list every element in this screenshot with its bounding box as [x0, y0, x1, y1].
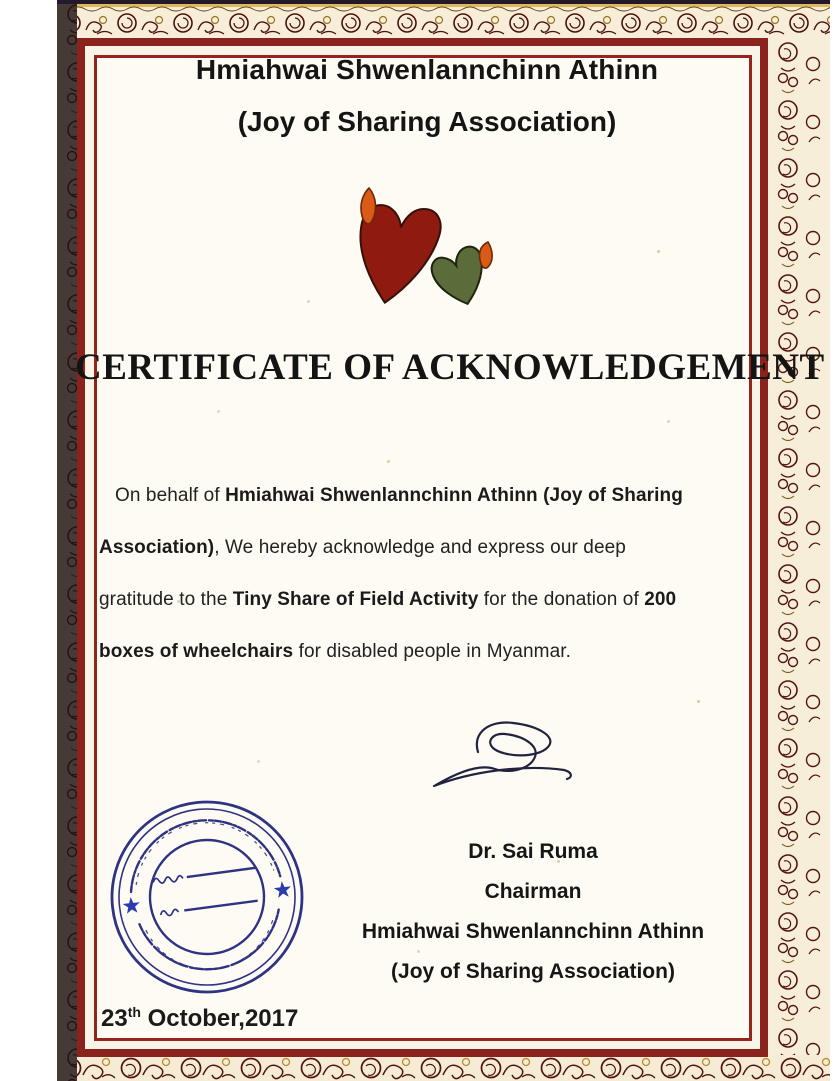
seal-stamp-image: [97, 787, 317, 1007]
certificate-title: CERTIFICATE OF ACKNOWLEDGEMENT: [75, 347, 825, 388]
body-line: [99, 533, 767, 563]
certificate: [57, 0, 830, 1081]
body-text-bold: Hmiahwai Shwenlannchinn Athinn (Joy of Sharing: [225, 485, 683, 506]
body-paragraph: [99, 481, 767, 689]
body-text: , We hereby acknowledge and express our deep: [214, 537, 626, 558]
body-line: [99, 585, 767, 615]
date-day: 23: [101, 1005, 128, 1032]
date-text: [101, 1004, 298, 1033]
body-text: On behalf of: [115, 485, 226, 506]
star-right-icon: [273, 880, 292, 898]
body-text-bold: 200: [644, 589, 677, 610]
body-text-bold: Association): [99, 537, 215, 558]
seal-field-ref-no: [153, 868, 257, 884]
signatory-name: Dr. Sai Ruma: [468, 840, 598, 863]
org-subtitle-heading: (Joy of Sharing Association): [237, 106, 617, 137]
date-rest: October,2017: [140, 1005, 299, 1032]
logo-hearts-image: [335, 166, 525, 324]
date-ordinal: th: [127, 1004, 141, 1020]
certificate-content: [57, 0, 830, 1081]
body-text-bold: boxes of wheelchairs: [99, 641, 294, 662]
body-text-bold: Tiny Share of Field Activity: [232, 589, 479, 610]
body-text: for disabled people in Myanmar.: [293, 641, 571, 662]
right-petal-icon: [479, 242, 492, 268]
signatory-role: Chairman: [484, 880, 582, 903]
seal-field-date: [160, 901, 258, 917]
left-petal-icon: [361, 188, 376, 224]
seal-star-icons: [122, 880, 292, 914]
body-text: gratitude to the: [99, 589, 233, 610]
body-text: for the donation of: [478, 589, 645, 610]
org-name-heading: Hmiahwai Shwenlannchinn Athinn: [195, 54, 659, 85]
signatory-block: [353, 832, 713, 992]
body-line: [99, 637, 767, 667]
scan-shadow-top: [57, 0, 830, 4]
signatory-org-subtitle: (Joy of Sharing Association): [391, 960, 675, 983]
star-left-icon: [122, 896, 141, 914]
body-line: [99, 481, 767, 511]
signatory-org: Hmiahwai Shwenlannchinn Athinn: [361, 920, 705, 943]
signature-image: [420, 712, 600, 807]
